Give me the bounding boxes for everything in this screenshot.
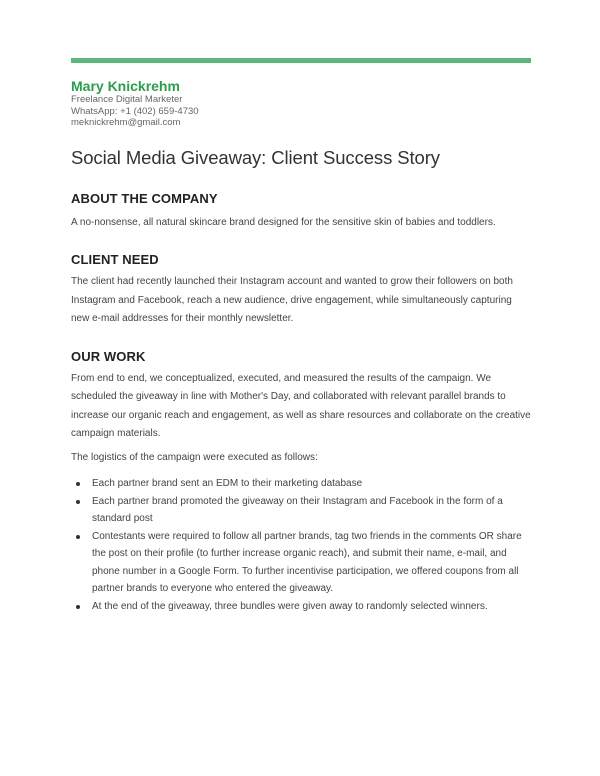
section-body-about: A no-nonsense, all natural skincare brand designed for the sensitive skin of babies and toddlers.	[71, 216, 496, 228]
bullet-icon	[76, 500, 80, 504]
logistics-list	[71, 475, 531, 615]
list-item-text: Each partner brand sent an EDM to their marketing database	[92, 478, 363, 489]
list-item-text: At the end of the giveaway, three bundles were given away to randomly selected winners.	[92, 600, 488, 612]
list-item	[71, 493, 531, 528]
list-item	[71, 528, 531, 598]
section-body-our-work: From end to end, we conceptualized, executed, and measured the results of the campaign. We scheduled the giveaway in line with Mother's Day, and collaborated with relevant parallel brands to increase our organic reach and engagement, as well as share resources and collaborate on the creative campaign materials.	[71, 372, 531, 439]
list-item-text: Contestants were required to follow all partner brands, tag two friends in the comments OR share the post on their profile (to further increase organic reach), and submit their name, e-mail, and phone number in a Google Form. To further incentivise participation, we offered coupons from all partner brands to everyone who entered the giveaway.	[92, 530, 522, 594]
section-heading-our-work: OUR WORK	[71, 348, 146, 364]
document-page	[71, 58, 531, 615]
author-name: Mary Knickrehm	[71, 78, 180, 94]
section-heading-about: ABOUT THE COMPANY	[71, 190, 218, 206]
logistics-intro: The logistics of the campaign were executed as follows:	[71, 451, 318, 463]
author-phone: WhatsApp: +1 (402) 659-4730	[71, 105, 199, 117]
list-item	[71, 598, 531, 616]
bullet-icon	[76, 605, 80, 609]
accent-bar	[71, 58, 531, 63]
list-item-text: Each partner brand promoted the giveaway on their Instagram and Facebook in the form of a standard post	[92, 495, 503, 524]
document-title: Social Media Giveaway: Client Success Story	[71, 146, 440, 168]
list-item	[71, 475, 531, 493]
bullet-icon	[76, 482, 80, 486]
bullet-icon	[76, 535, 80, 539]
section-body-client-need: The client had recently launched their Instagram account and wanted to grow their followers on both Instagram and Facebook, reach a new audience, drive engagement, while simultaneously capturing new e-mail addresses for their monthly newsletter.	[71, 276, 513, 324]
section-heading-client-need: CLIENT NEED	[71, 252, 159, 267]
author-role: Freelance Digital Marketer	[71, 94, 183, 105]
author-email: meknickrehm@gmail.com	[71, 117, 181, 128]
